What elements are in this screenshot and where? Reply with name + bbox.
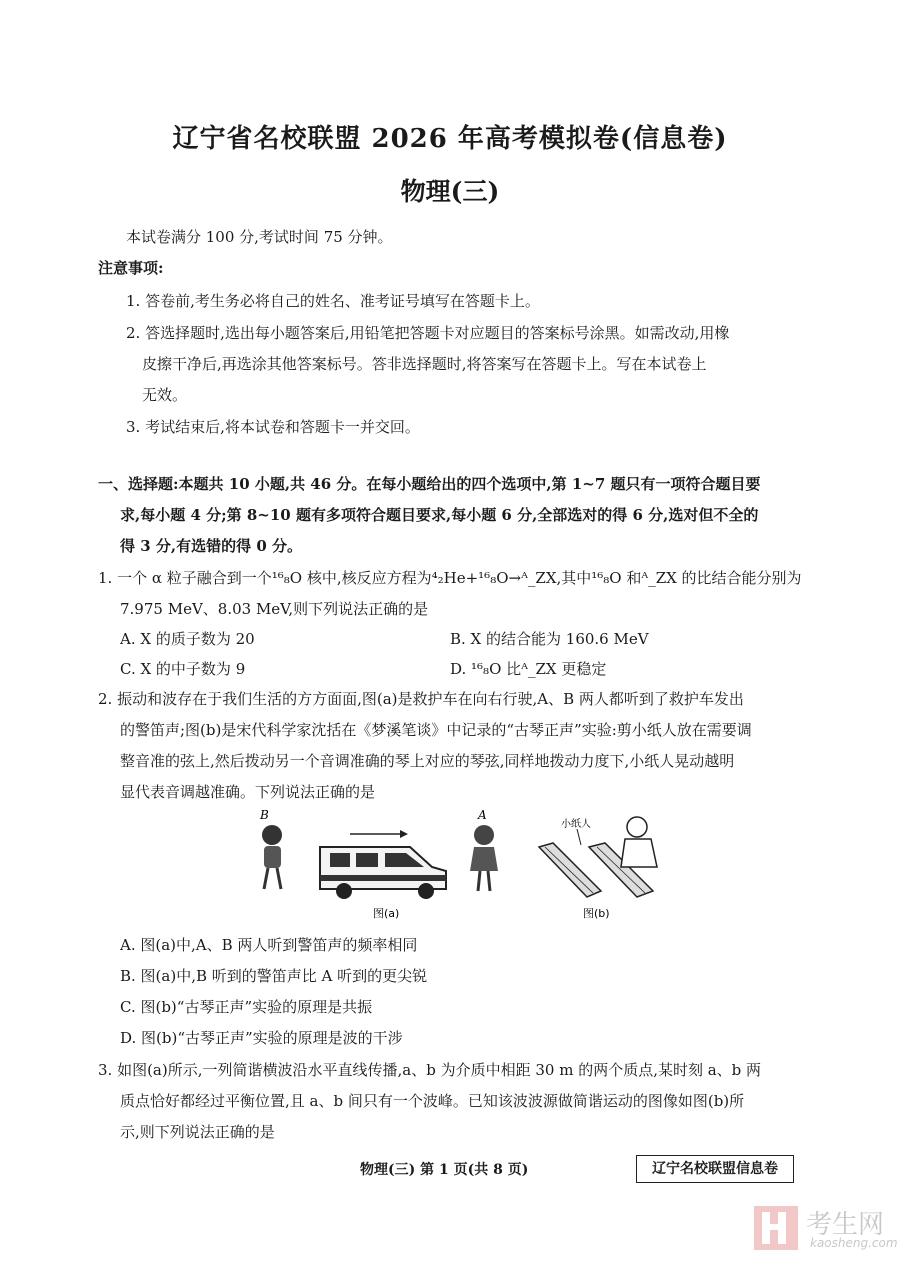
figure-a-ambulance xyxy=(240,805,520,923)
figure-a-label-b: B xyxy=(260,808,269,822)
q3-stem-line1: 3. 如图(a)所示,一列简谐横波沿水平直线传播,a、b 为介质中相距 30 m 的两个质点,某时刻 a、b 两 xyxy=(98,1061,762,1079)
q2-option-d: D. 图(b)“古琴正声”实验的原理是波的干涉 xyxy=(120,1029,403,1047)
q1-option-d: D. ¹⁶₈O 比ᴬ_ZX 更稳定 xyxy=(450,660,607,678)
q1-stem-line2: 7.975 MeV、8.03 MeV,则下列说法正确的是 xyxy=(120,600,429,618)
q1-stem-line1: 1. 一个 α 粒子融合到一个¹⁶₈O 核中,核反应方程为⁴₂He+¹⁶₈O→ᴬ_ZX,其中¹⁶₈O 和ᴬ_ZX 的比结合能分别为 xyxy=(98,569,802,587)
exam-title: 辽宁省名校联盟 2026 年高考模拟卷(信息卷) xyxy=(172,124,728,154)
watermark xyxy=(748,1198,898,1260)
q2-stem-line4: 显代表音调越准确。下列说法正确的是 xyxy=(120,783,376,801)
exam-subject: 物理(三) xyxy=(400,177,500,206)
q3-stem-line3: 示,则下列说法正确的是 xyxy=(120,1123,275,1141)
q2-stem-line1: 2. 振动和波存在于我们生活的方方面面,图(a)是救护车在向右行驶,A、B 两人都听到了救护车发出 xyxy=(98,690,744,708)
section1-line2: 求,每小题 4 分;第 8~10 题有多项符合题目要求,每小题 6 分,全部选对的得 6 分,选对但不全的 xyxy=(120,506,759,524)
section1-line1: 一、选择题:本题共 10 小题,共 46 分。在每小题给出的四个选项中,第 1~7 题只有一项符合题目要 xyxy=(98,475,761,493)
notes-heading: 注意事项: xyxy=(98,259,164,277)
q1-option-b: B. X 的结合能为 160.6 MeV xyxy=(450,630,649,648)
figure-b-guqin xyxy=(535,805,670,923)
q1-option-a: A. X 的质子数为 20 xyxy=(120,630,255,648)
ambulance-vehicle xyxy=(320,847,446,899)
note-2-line3: 无效。 xyxy=(142,386,188,404)
note-1: 1. 答卷前,考生务必将自己的姓名、准考证号填写在答题卡上。 xyxy=(126,292,540,310)
q2-option-c: C. 图(b)“古琴正声”实验的原理是共振 xyxy=(120,998,373,1016)
note-2-line1: 2. 答选择题时,选出每小题答案后,用铅笔把答题卡对应题目的答案标号涂黑。如需改动,用橡 xyxy=(126,324,730,342)
intro-text: 本试卷满分 100 分,考试时间 75 分钟。 xyxy=(126,228,393,246)
player-figure xyxy=(621,817,657,867)
q1-option-c: C. X 的中子数为 9 xyxy=(120,660,246,678)
brand-stamp: 辽宁名校联盟信息卷 xyxy=(636,1155,794,1183)
figure-b-caption: 图(b) xyxy=(583,907,610,920)
person-b-figure xyxy=(262,825,282,889)
section1-line3: 得 3 分,有选错的得 0 分。 xyxy=(120,537,302,555)
page-number: 物理(三) 第 1 页(共 8 页) xyxy=(360,1162,529,1178)
watermark-text: 考生网 xyxy=(806,1210,885,1240)
note-2-line2: 皮擦干净后,再选涂其他答案标号。答非选择题时,将答案写在答题卡上。写在本试卷上 xyxy=(142,355,707,373)
watermark-url: kaosheng.com xyxy=(810,1236,898,1250)
q2-option-b: B. 图(a)中,B 听到的警笛声比 A 听到的更尖锐 xyxy=(120,967,428,985)
q3-stem-line2: 质点恰好都经过平衡位置,且 a、b 间只有一个波峰。已知该波波源做简谐运动的图像如图(b)所 xyxy=(120,1092,745,1110)
note-3: 3. 考试结束后,将本试卷和答题卡一并交回。 xyxy=(126,418,420,436)
q2-stem-line2: 的警笛声;图(b)是宋代科学家沈括在《梦溪笔谈》中记录的“古琴正声”实验:剪小纸人放在需要调 xyxy=(120,721,752,739)
figure-a-label-a: A xyxy=(478,808,487,822)
q2-stem-line3: 整音准的弦上,然后拨动另一个音调准确的琴上对应的琴弦,同样地拨动力度下,小纸人晃动越明 xyxy=(120,752,735,770)
person-a-figure xyxy=(470,825,498,891)
figure-b-paper-label: 小纸人 xyxy=(561,819,591,830)
q2-option-a: A. 图(a)中,A、B 两人听到警笛声的频率相同 xyxy=(120,936,418,954)
figure-a-caption: 图(a) xyxy=(373,907,400,920)
watermark-logo-icon xyxy=(750,1202,802,1254)
guqin-left xyxy=(539,843,601,897)
